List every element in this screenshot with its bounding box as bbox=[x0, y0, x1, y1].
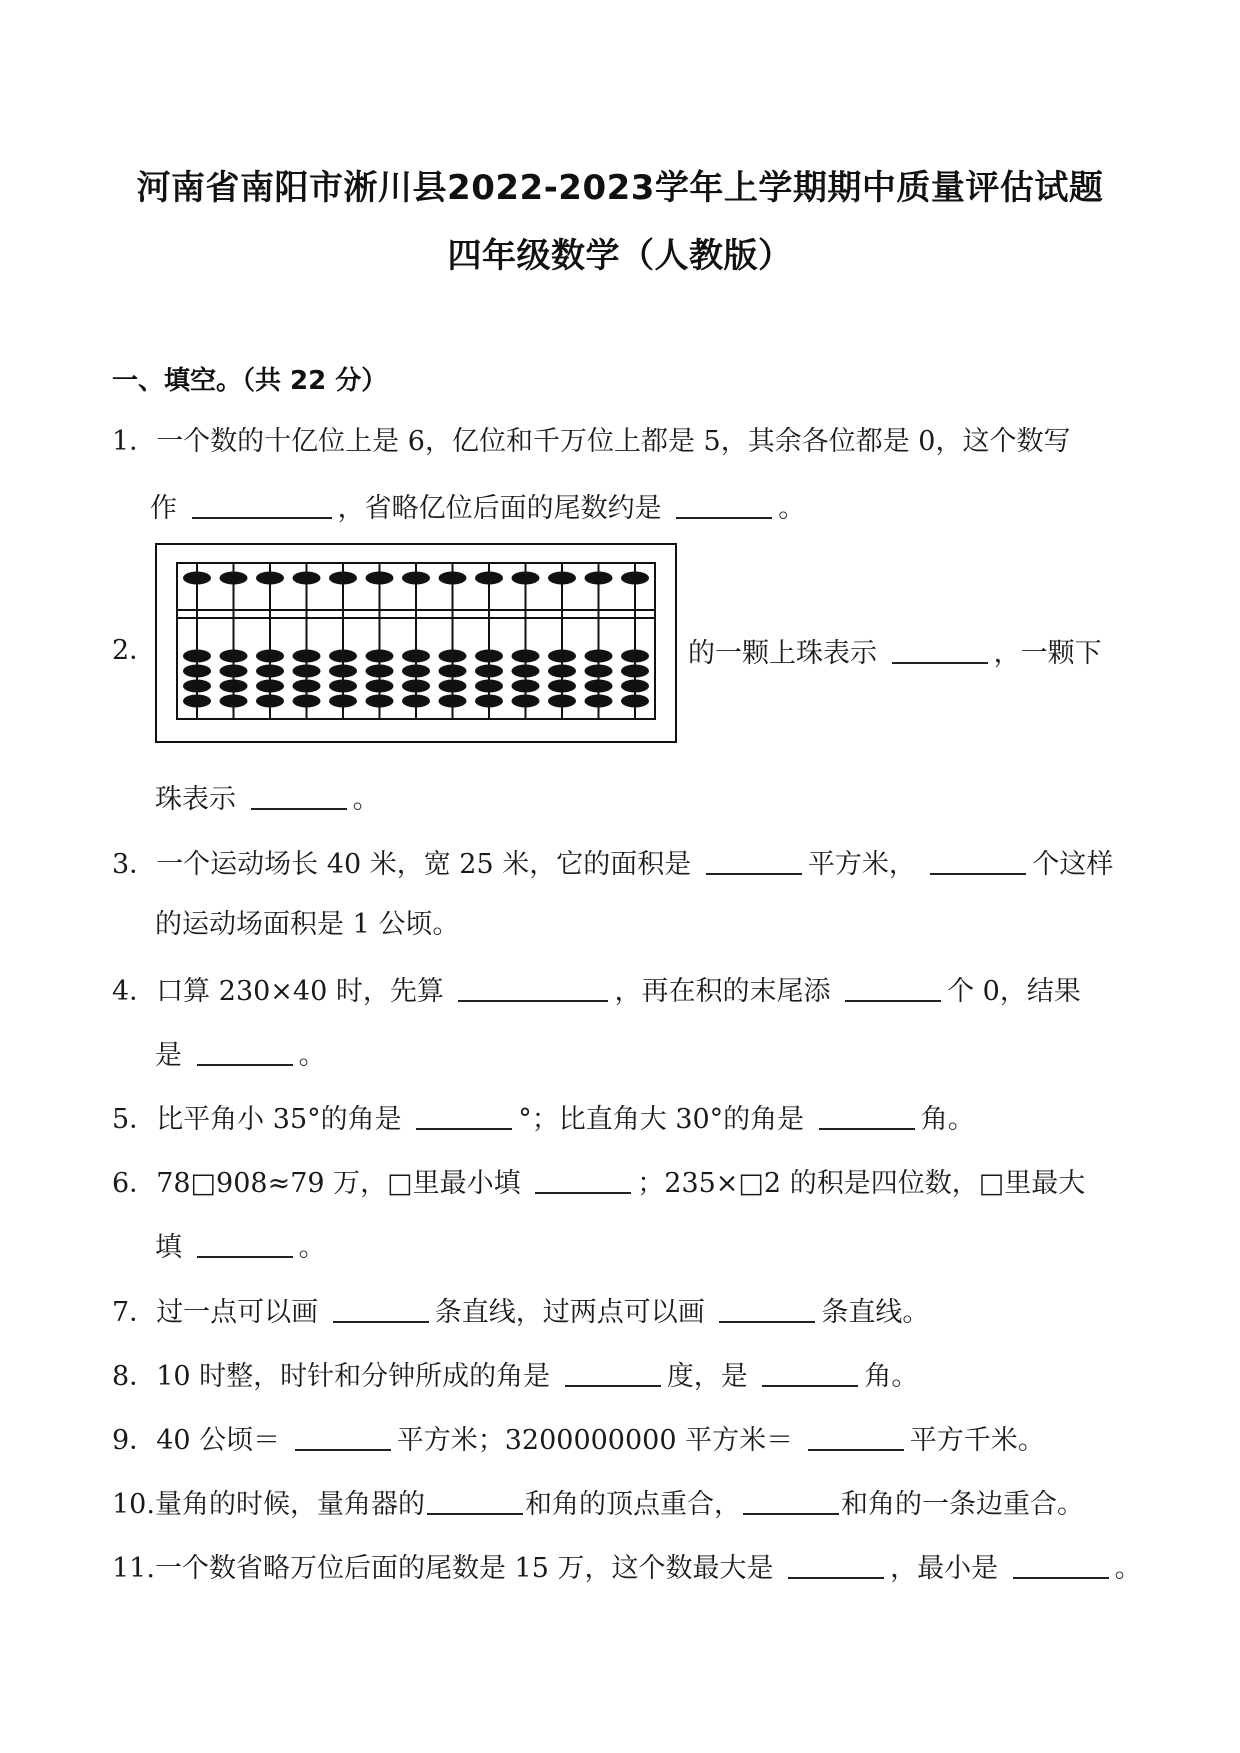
abacus-lower-bead bbox=[475, 650, 503, 663]
answer-blank[interactable] bbox=[845, 972, 941, 1002]
abacus-lower-bead bbox=[475, 695, 503, 708]
answer-blank[interactable] bbox=[819, 1100, 915, 1130]
answer-blank[interactable] bbox=[458, 972, 608, 1002]
abacus-lower-bead bbox=[548, 650, 576, 663]
abacus-lower-bead bbox=[621, 665, 649, 678]
answer-blank[interactable] bbox=[333, 1293, 429, 1323]
abacus-lower-bead bbox=[366, 680, 394, 693]
abacus-upper-bead bbox=[585, 572, 613, 585]
answer-blank[interactable] bbox=[197, 1228, 293, 1258]
answer-blank[interactable] bbox=[743, 1485, 839, 1515]
abacus-lower-bead bbox=[512, 680, 540, 693]
abacus-lower-bead bbox=[621, 695, 649, 708]
answer-blank[interactable] bbox=[808, 1421, 904, 1451]
abacus-upper-bead bbox=[183, 572, 211, 585]
abacus-lower-bead bbox=[475, 665, 503, 678]
abacus-lower-bead bbox=[366, 665, 394, 678]
question-8: 8．10 时整，时针和分钟所成的角是 度，是 角。 bbox=[112, 1357, 918, 1391]
abacus-lower-bead bbox=[402, 650, 430, 663]
abacus-lower-bead bbox=[329, 665, 357, 678]
abacus-lower-bead bbox=[621, 680, 649, 693]
abacus-lower-bead bbox=[548, 695, 576, 708]
abacus-lower-bead bbox=[475, 680, 503, 693]
answer-blank[interactable] bbox=[788, 1549, 884, 1579]
answer-blank[interactable] bbox=[706, 845, 802, 875]
abacus-lower-bead bbox=[293, 680, 321, 693]
question-2-line-2: 珠表示 。 bbox=[155, 780, 380, 814]
abacus-lower-bead bbox=[293, 665, 321, 678]
abacus-upper-bead bbox=[220, 572, 248, 585]
abacus-lower-bead bbox=[621, 650, 649, 663]
abacus-lower-bead bbox=[329, 695, 357, 708]
answer-blank[interactable] bbox=[565, 1357, 661, 1387]
answer-blank[interactable] bbox=[197, 1036, 293, 1066]
abacus-lower-bead bbox=[512, 665, 540, 678]
answer-blank[interactable] bbox=[427, 1485, 523, 1515]
abacus-lower-bead bbox=[402, 680, 430, 693]
abacus-lower-bead bbox=[439, 665, 467, 678]
abacus-lower-bead bbox=[439, 650, 467, 663]
abacus-lower-bead bbox=[402, 695, 430, 708]
abacus-upper-bead bbox=[402, 572, 430, 585]
answer-blank[interactable] bbox=[416, 1100, 512, 1130]
abacus-lower-bead bbox=[256, 665, 284, 678]
answer-blank[interactable] bbox=[719, 1293, 815, 1323]
abacus-lower-bead bbox=[329, 650, 357, 663]
abacus-lower-bead bbox=[366, 695, 394, 708]
answer-blank[interactable] bbox=[535, 1164, 631, 1194]
title-line-2: 四年级数学（人教版） bbox=[447, 236, 793, 276]
abacus-lower-bead bbox=[220, 680, 248, 693]
question-4-line-1: 4．口算 230×40 时，先算 ，再在积的末尾添 个 0，结果 bbox=[112, 972, 1081, 1006]
question-10: 10.量角的时候，量角器的 和角的顶点重合， 和角的一条边重合。 bbox=[112, 1485, 1084, 1519]
abacus-lower-bead bbox=[585, 665, 613, 678]
abacus-lower-bead bbox=[183, 695, 211, 708]
question-11: 11.一个数省略万位后面的尾数是 15 万，这个数最大是 ，最小是 。 bbox=[112, 1549, 1142, 1583]
abacus-lower-bead bbox=[548, 665, 576, 678]
question-4-line-2: 是 。 bbox=[155, 1036, 326, 1070]
abacus-lower-bead bbox=[439, 680, 467, 693]
question-2-number: 2． bbox=[112, 635, 157, 666]
answer-blank[interactable] bbox=[295, 1421, 391, 1451]
abacus-lower-bead bbox=[439, 695, 467, 708]
abacus-lower-bead bbox=[183, 680, 211, 693]
question-2-line-1: 的一颗上珠表示 ，一颗下 bbox=[688, 634, 1102, 668]
question-5: 5．比平角小 35°的角是 °；比直角大 30°的角是 角。 bbox=[112, 1100, 975, 1134]
abacus-upper-bead bbox=[366, 572, 394, 585]
abacus-lower-bead bbox=[256, 695, 284, 708]
question-1-line-2: 作 ，省略亿位后面的尾数约是 。 bbox=[150, 489, 805, 523]
abacus-lower-bead bbox=[293, 695, 321, 708]
answer-blank[interactable] bbox=[1013, 1549, 1109, 1579]
abacus-image bbox=[155, 543, 677, 743]
question-7: 7．过一点可以画 条直线，过两点可以画 条直线。 bbox=[112, 1293, 929, 1327]
question-3-line-2: 的运动场面积是 1 公顷。 bbox=[155, 909, 460, 940]
abacus-upper-bead bbox=[512, 572, 540, 585]
answer-blank[interactable] bbox=[930, 845, 1026, 875]
abacus-lower-bead bbox=[220, 665, 248, 678]
abacus-upper-bead bbox=[475, 572, 503, 585]
answer-blank[interactable] bbox=[251, 780, 347, 810]
abacus-lower-bead bbox=[585, 650, 613, 663]
abacus-lower-bead bbox=[585, 695, 613, 708]
answer-blank[interactable] bbox=[762, 1357, 858, 1387]
abacus-lower-bead bbox=[183, 650, 211, 663]
abacus-lower-bead bbox=[548, 680, 576, 693]
abacus-lower-bead bbox=[512, 650, 540, 663]
answer-blank[interactable] bbox=[676, 489, 772, 519]
abacus-lower-bead bbox=[329, 680, 357, 693]
question-6-line-2: 填 。 bbox=[155, 1228, 326, 1262]
abacus-lower-bead bbox=[220, 650, 248, 663]
answer-blank[interactable] bbox=[892, 634, 988, 664]
answer-blank[interactable] bbox=[192, 489, 332, 519]
abacus-lower-bead bbox=[402, 665, 430, 678]
abacus-lower-bead bbox=[256, 650, 284, 663]
abacus-upper-bead bbox=[439, 572, 467, 585]
abacus-upper-bead bbox=[329, 572, 357, 585]
abacus-lower-bead bbox=[585, 680, 613, 693]
question-number: 1． bbox=[112, 426, 157, 457]
title-line-1: 河南省南阳市淅川县2022-2023学年上学期期中质量评估试题 bbox=[136, 168, 1104, 208]
abacus-lower-bead bbox=[220, 695, 248, 708]
question-3-line-1: 3．一个运动场长 40 米，宽 25 米，它的面积是 平方米， 个这样 bbox=[112, 845, 1113, 879]
abacus-upper-bead bbox=[256, 572, 284, 585]
abacus-lower-bead bbox=[293, 650, 321, 663]
abacus-upper-bead bbox=[548, 572, 576, 585]
abacus-lower-bead bbox=[366, 650, 394, 663]
abacus-upper-bead bbox=[621, 572, 649, 585]
abacus-upper-bead bbox=[293, 572, 321, 585]
abacus-lower-bead bbox=[256, 680, 284, 693]
abacus-lower-bead bbox=[183, 665, 211, 678]
question-6-line-1: 6．78□908≈79 万，□里最小填 ；235×□2 的积是四位数，□里最大 bbox=[112, 1164, 1085, 1198]
question-1-line-1: 1．一个数的十亿位上是 6，亿位和千万位上都是 5，其余各位都是 0，这个数写 bbox=[112, 426, 1071, 457]
section-heading: 一、填空。（共 22 分） bbox=[112, 366, 388, 396]
abacus-lower-bead bbox=[512, 695, 540, 708]
question-9: 9．40 公顷＝ 平方米；3200000000 平方米＝ 平方千米。 bbox=[112, 1421, 1045, 1455]
